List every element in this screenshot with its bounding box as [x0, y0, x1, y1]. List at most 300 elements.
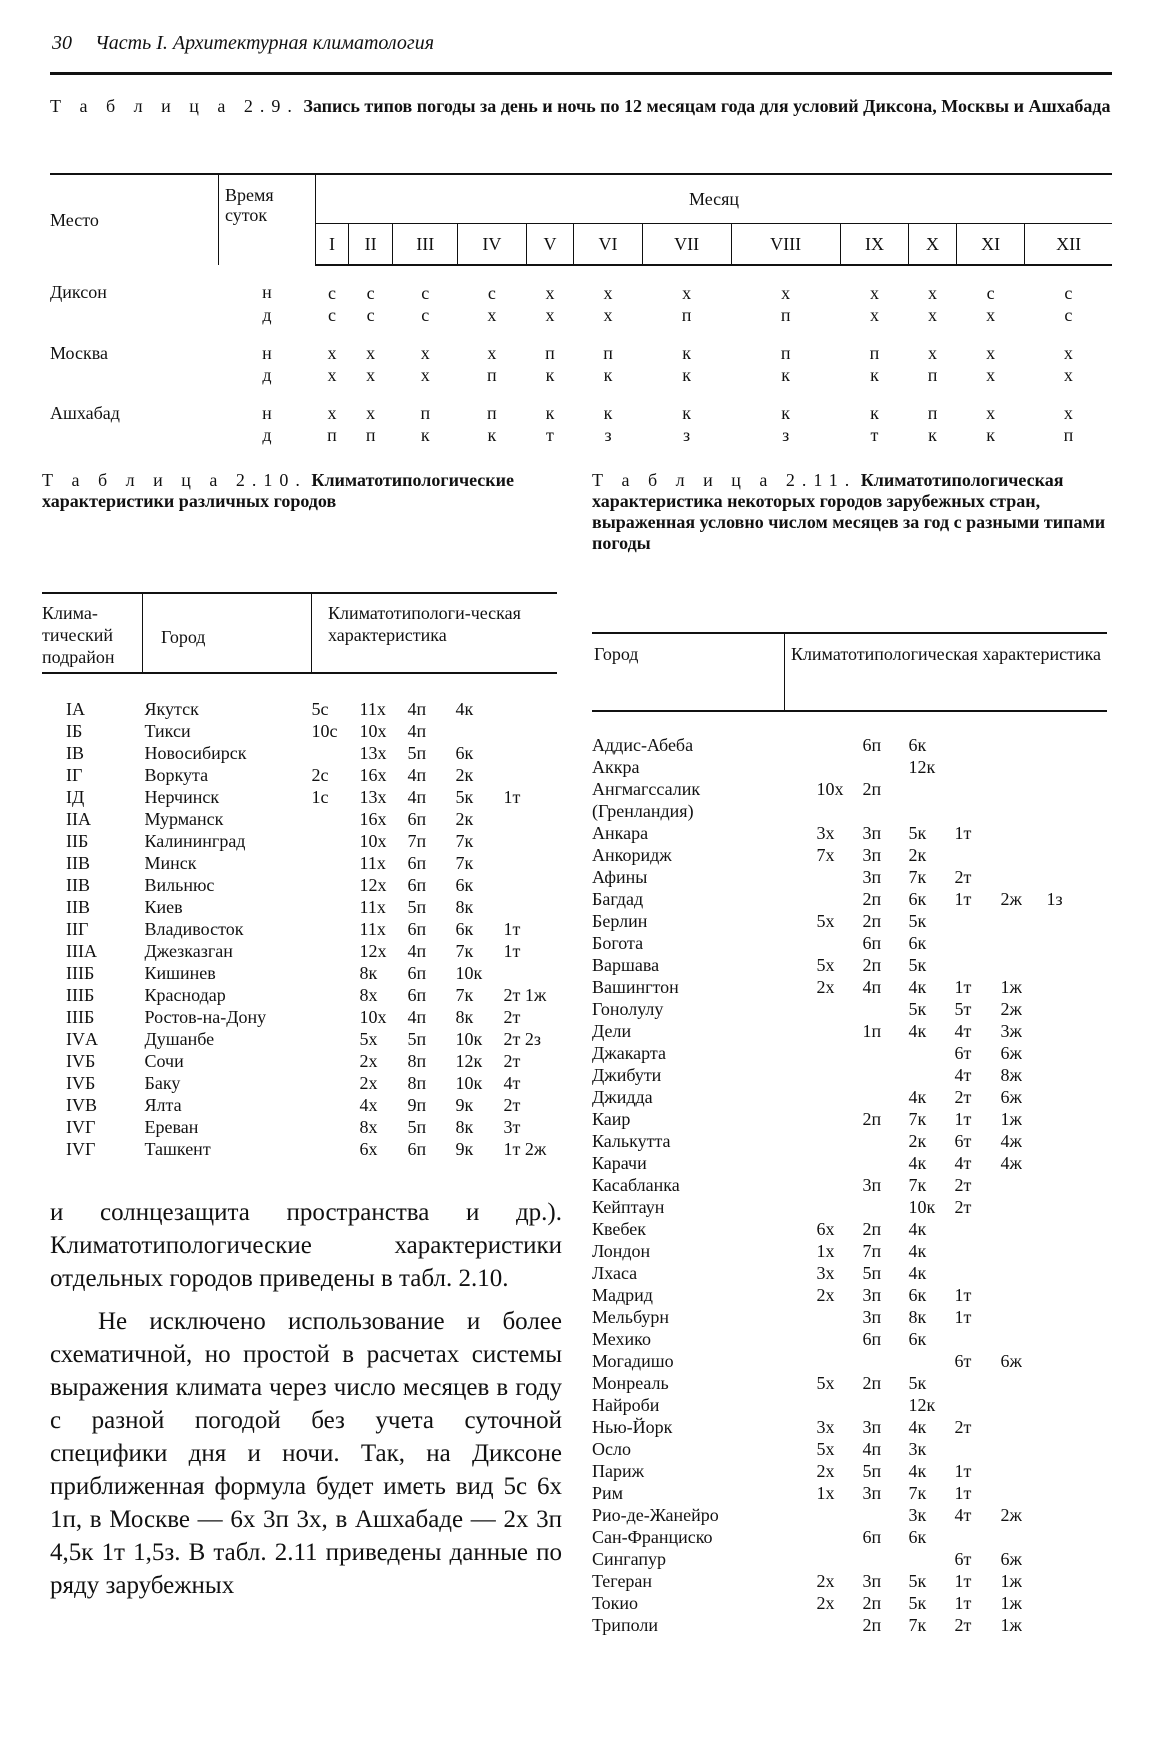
value-cell: 5с: [311, 699, 329, 719]
weather-cell: к: [870, 402, 879, 423]
value-cell: 6к: [908, 933, 927, 953]
value-cell: 6п: [407, 809, 427, 829]
value-cell: 3п: [862, 1285, 882, 1305]
value-cell: 8к: [359, 963, 378, 983]
table-row: [50, 265, 1112, 304]
subregion-cell: IVГ: [66, 1117, 96, 1137]
value-cell: 4ж: [1000, 1131, 1022, 1151]
table-2-9-label: Т а б л и ц а 2.9.: [50, 96, 299, 116]
month-header: X: [909, 224, 957, 265]
value-cell: 2к: [908, 845, 927, 865]
value-cell: 5к: [908, 911, 927, 931]
weather-cell: х: [1063, 342, 1073, 363]
place-cell: Диксон: [50, 282, 107, 302]
city-cell: Триполи: [592, 1615, 658, 1635]
city-cell: Лондон: [592, 1241, 651, 1261]
value-cell: 2т 1ж: [503, 985, 547, 1005]
characteristic-cell: [312, 984, 558, 1006]
weather-cell: х: [986, 342, 996, 363]
city-cell: Краснодар: [144, 985, 226, 1005]
characteristic-cell: [785, 954, 1108, 976]
col-header-characteristic: Климатотипологи-ческая характеристика: [312, 593, 558, 673]
value-cell: 4т: [954, 1153, 972, 1173]
value-cell: 1с: [311, 787, 329, 807]
weather-cell: к: [870, 364, 879, 385]
value-cell: 2п: [862, 889, 882, 909]
weather-cell: х: [928, 304, 938, 325]
weather-cell: п: [869, 342, 880, 363]
value-cell: 7к: [455, 985, 474, 1005]
value-cell: 1т: [954, 1307, 972, 1327]
value-cell: 1т: [954, 823, 972, 843]
city-cell: Афины: [592, 867, 648, 887]
value-cell: 8п: [407, 1073, 427, 1093]
month-header: VIII: [731, 224, 840, 265]
value-cell: 4п: [862, 1439, 882, 1459]
characteristic-cell: [785, 1372, 1108, 1394]
value-cell: 6к: [455, 743, 474, 763]
characteristic-cell: [785, 1526, 1108, 1548]
value-cell: 12к: [908, 757, 936, 777]
value-cell: 2х: [816, 977, 835, 997]
value-cell: 10к: [908, 1197, 936, 1217]
value-cell: 3т: [503, 1117, 521, 1137]
col-header-city: Город: [143, 593, 312, 673]
value-cell: 12к: [908, 1395, 936, 1415]
value-cell: 1т: [954, 1483, 972, 1503]
table-row: [592, 1328, 1107, 1350]
value-cell: 6п: [862, 735, 882, 755]
table-row: [42, 764, 557, 786]
table-2-11-caption: [592, 470, 1110, 554]
characteristic-cell: [312, 1138, 558, 1160]
value-cell: 5п: [407, 897, 427, 917]
value-cell: 5х: [816, 911, 835, 931]
table-row: [592, 1108, 1107, 1130]
value-cell: 11х: [359, 699, 386, 719]
value-cell: 6х: [359, 1139, 378, 1159]
characteristic-cell: [312, 1072, 558, 1094]
value-cell: 3п: [862, 1175, 882, 1195]
table-row: [42, 808, 557, 830]
value-cell: 2т 2з: [503, 1029, 541, 1049]
value-cell: 4к: [455, 699, 474, 719]
month-header: XII: [1025, 224, 1112, 265]
value-cell: 2п: [862, 779, 882, 799]
characteristic-cell: [785, 1350, 1108, 1372]
table-row: [50, 424, 1112, 446]
value-cell: 6п: [862, 1329, 882, 1349]
value-cell: 7к: [908, 1175, 927, 1195]
city-cell: Касабланка: [592, 1175, 680, 1195]
value-cell: 2х: [359, 1073, 378, 1093]
weather-cell: п: [927, 402, 938, 423]
city-cell: Мельбурн: [592, 1307, 670, 1327]
value-cell: 1з: [1046, 889, 1063, 909]
city-cell: Вашингтон: [592, 977, 679, 997]
value-cell: 6ж: [1000, 1351, 1022, 1371]
value-cell: 13х: [359, 743, 387, 763]
weather-cell: к: [487, 424, 497, 445]
value-cell: 5п: [407, 1117, 427, 1137]
subregion-cell: IIВ: [66, 853, 90, 873]
value-cell: 4т: [954, 1065, 972, 1085]
characteristic-cell: [785, 1482, 1108, 1504]
table-row: [592, 1130, 1107, 1152]
value-cell: 4п: [407, 699, 427, 719]
value-cell: 7к: [455, 853, 474, 873]
value-cell: 10к: [455, 1073, 483, 1093]
time-cell: н: [262, 342, 272, 363]
subregion-cell: IIВ: [66, 875, 90, 895]
value-cell: 2к: [455, 809, 474, 829]
city-cell: Карачи: [592, 1153, 647, 1173]
characteristic-cell: [785, 976, 1108, 998]
value-cell: 1п: [862, 1021, 882, 1041]
month-header: V: [526, 224, 574, 265]
table-row: [592, 711, 1107, 756]
value-cell: 4к: [908, 1417, 927, 1437]
characteristic-cell: [785, 1064, 1108, 1086]
table-2-10-caption: [42, 470, 557, 512]
value-cell: 4к: [908, 1241, 927, 1261]
value-cell: 3п: [862, 1417, 882, 1437]
characteristic-cell: [312, 940, 558, 962]
value-cell: 5т: [954, 999, 972, 1019]
value-cell: 2ж: [1000, 999, 1022, 1019]
characteristic-cell: [785, 778, 1108, 800]
characteristic-cell: [785, 1196, 1108, 1218]
weather-cell: п: [545, 342, 555, 363]
value-cell: 10к: [455, 1029, 483, 1049]
table-row: [42, 984, 557, 1006]
value-cell: 6к: [455, 875, 474, 895]
characteristic-cell: [785, 1438, 1108, 1460]
table-row: [592, 1394, 1107, 1416]
weather-cell: к: [603, 402, 613, 423]
characteristic-cell: [312, 1028, 558, 1050]
value-cell: 7к: [455, 831, 474, 851]
value-cell: 2п: [862, 1109, 882, 1129]
weather-cell: х: [603, 304, 613, 325]
weather-cell: х: [986, 364, 996, 385]
characteristic-cell: [785, 1086, 1108, 1108]
month-header: II: [348, 224, 392, 265]
value-cell: 8х: [359, 1117, 378, 1137]
city-cell: Монреаль: [592, 1373, 669, 1393]
city-cell: Каир: [592, 1109, 631, 1129]
city-cell: Сан-Франциско: [592, 1527, 713, 1547]
body-paragraph: и солнцезащита пространства и др.). Климатотипологические характеристики отдельных городов приведены в табл. 2.10.: [50, 1199, 562, 1292]
table-row: [592, 1020, 1107, 1042]
subregion-cell: IВ: [66, 743, 84, 763]
weather-cell: к: [928, 424, 937, 445]
table-row: [42, 1138, 557, 1160]
city-cell: Нью-Йорк: [592, 1417, 673, 1437]
subregion-cell: IIIБ: [66, 985, 95, 1005]
characteristic-cell: [785, 1284, 1108, 1306]
value-cell: 9п: [407, 1095, 427, 1115]
weather-cell: х: [928, 282, 938, 303]
value-cell: 2с: [311, 765, 329, 785]
value-cell: 8ж: [1000, 1065, 1022, 1085]
weather-cell: п: [1063, 424, 1074, 445]
table-row: [50, 386, 1112, 424]
table-row: [42, 720, 557, 742]
city-cell: Джакарта: [592, 1043, 667, 1063]
table-row: [50, 364, 1112, 386]
value-cell: 3п: [862, 845, 882, 865]
value-cell: 2х: [816, 1461, 835, 1481]
value-cell: 9к: [455, 1095, 474, 1115]
city-cell: Тегеран: [592, 1571, 653, 1591]
characteristic-cell: [785, 1020, 1108, 1042]
value-cell: 3п: [862, 1307, 882, 1327]
weather-cell: п: [681, 304, 692, 325]
month-header: XI: [956, 224, 1024, 265]
weather-cell: с: [421, 282, 430, 303]
value-cell: 6п: [407, 853, 427, 873]
value-cell: 6х: [816, 1219, 835, 1239]
characteristic-cell: [785, 1108, 1108, 1130]
table-row: [592, 1284, 1107, 1306]
time-cell: д: [262, 364, 272, 385]
value-cell: 3к: [908, 1505, 927, 1525]
value-cell: 4т: [503, 1073, 521, 1093]
characteristic-cell: [785, 910, 1108, 932]
table-row: [42, 896, 557, 918]
col-header-city: Город: [592, 633, 785, 711]
subregion-cell: IIА: [66, 809, 91, 829]
weather-cell: х: [682, 282, 692, 303]
value-cell: 4п: [407, 721, 427, 741]
city-cell: Калькутта: [592, 1131, 671, 1151]
weather-cell: п: [927, 364, 938, 385]
city-cell: Найроби: [592, 1395, 660, 1415]
value-cell: 4к: [908, 1087, 927, 1107]
table-row: [592, 1086, 1107, 1108]
value-cell: 2п: [862, 955, 882, 975]
table-row: [592, 1548, 1107, 1570]
city-cell: Тикси: [144, 721, 191, 741]
place-cell: Ашхабад: [50, 402, 120, 423]
value-cell: 6т: [954, 1043, 972, 1063]
value-cell: 2т: [954, 1175, 972, 1195]
weather-cell: х: [420, 342, 430, 363]
weather-cell: с: [421, 304, 430, 325]
value-cell: 2п: [862, 1593, 882, 1613]
value-cell: 7х: [816, 845, 835, 865]
table-row: [592, 844, 1107, 866]
city-cell: Сочи: [144, 1051, 184, 1071]
weather-cell: с: [327, 282, 336, 303]
value-cell: 6ж: [1000, 1043, 1022, 1063]
table-row: [50, 326, 1112, 364]
subregion-cell: IVБ: [66, 1051, 96, 1071]
value-cell: 8к: [455, 897, 474, 917]
characteristic-cell: [312, 764, 558, 786]
city-cell: Джибути: [592, 1065, 662, 1085]
subregion-cell: IIIА: [66, 941, 97, 961]
month-header: IX: [840, 224, 908, 265]
value-cell: 1т: [954, 977, 972, 997]
table-row: [50, 304, 1112, 326]
city-cell: Кейптаун: [592, 1197, 665, 1217]
table-2-9-caption: [50, 96, 1112, 117]
value-cell: 1ж: [1000, 1571, 1022, 1591]
weather-cell: п: [487, 364, 497, 385]
city-cell: Калининград: [144, 831, 246, 851]
value-cell: 7к: [908, 1483, 927, 1503]
place-cell: Москва: [50, 342, 108, 363]
value-cell: 6к: [908, 735, 927, 755]
subregion-cell: IVБ: [66, 1073, 96, 1093]
city-cell: Воркута: [144, 765, 209, 785]
city-cell: Багдад: [592, 889, 644, 909]
value-cell: 6п: [407, 919, 427, 939]
weather-cell: х: [545, 304, 555, 325]
characteristic-cell: [312, 1116, 558, 1138]
characteristic-cell: [312, 1006, 558, 1028]
weather-cell: х: [420, 364, 430, 385]
value-cell: 2х: [816, 1571, 835, 1591]
value-cell: 5х: [816, 955, 835, 975]
value-cell: 2т: [503, 1095, 521, 1115]
characteristic-cell: [785, 1042, 1108, 1064]
value-cell: 6т: [954, 1351, 972, 1371]
city-cell: Токио: [592, 1593, 639, 1613]
characteristic-cell: [785, 998, 1108, 1020]
weather-cell: х: [781, 282, 791, 303]
value-cell: 4п: [407, 787, 427, 807]
table-2-10-label: Т а б л и ц а 2.10.: [42, 470, 307, 490]
city-cell: Лхаса: [592, 1263, 638, 1283]
subregion-cell: IА: [66, 699, 85, 719]
value-cell: 10х: [359, 831, 387, 851]
table-row: [592, 1372, 1107, 1394]
value-cell: 6п: [862, 1527, 882, 1547]
value-cell: 6ж: [1000, 1549, 1022, 1569]
value-cell: 5к: [908, 1373, 927, 1393]
table-row: [592, 1570, 1107, 1592]
characteristic-cell: [312, 896, 558, 918]
value-cell: 10х: [816, 779, 844, 799]
city-cell: Нерчинск: [144, 787, 220, 807]
subregion-cell: IГ: [66, 765, 83, 785]
value-cell: 6п: [407, 1139, 427, 1159]
subregion-cell: IIIБ: [66, 963, 95, 983]
city-cell: Баку: [144, 1073, 181, 1093]
col-header-place: Место: [50, 174, 219, 265]
value-cell: 5к: [455, 787, 474, 807]
table-row: [592, 1416, 1107, 1438]
value-cell: 6к: [908, 889, 927, 909]
weather-cell: к: [420, 424, 430, 445]
city-cell: Анкара: [592, 823, 649, 843]
subregion-cell: IVА: [66, 1029, 98, 1049]
value-cell: 5п: [407, 1029, 427, 1049]
weather-cell: х: [366, 364, 376, 385]
table-row: [592, 1350, 1107, 1372]
city-cell: Мурманск: [144, 809, 224, 829]
value-cell: 6п: [407, 985, 427, 1005]
value-cell: 1т: [954, 1593, 972, 1613]
time-cell: д: [262, 424, 272, 445]
table-row: [592, 1240, 1107, 1262]
table-row: [592, 976, 1107, 998]
characteristic-cell: [785, 1174, 1108, 1196]
weather-cell: х: [327, 402, 337, 423]
value-cell: 4п: [407, 1007, 427, 1027]
characteristic-cell: [785, 1262, 1108, 1284]
table-row: [42, 874, 557, 896]
characteristic-cell: [785, 1328, 1108, 1350]
value-cell: 4т: [954, 1021, 972, 1041]
month-header: VI: [574, 224, 642, 265]
weather-cell: п: [603, 342, 613, 363]
value-cell: 4ж: [1000, 1153, 1022, 1173]
value-cell: 1т: [503, 919, 521, 939]
city-cell: Ялта: [144, 1095, 182, 1115]
characteristic-cell: [312, 742, 558, 764]
subregion-cell: IIБ: [66, 831, 89, 851]
city-cell: Минск: [144, 853, 197, 873]
time-cell: н: [262, 282, 272, 302]
weather-cell: п: [487, 402, 497, 423]
value-cell: 11х: [359, 919, 386, 939]
value-cell: 10х: [359, 1007, 387, 1027]
value-cell: 3п: [862, 823, 882, 843]
table-2-9-title: Запись типов погоды за день и ночь по 12 месяцам года для условий Диксона, Москвы и Ашхабада: [303, 96, 1111, 116]
place-cell: [50, 424, 219, 446]
characteristic-cell: [785, 866, 1108, 888]
weather-cell: к: [545, 402, 555, 423]
table-row: [592, 822, 1107, 844]
value-cell: 5к: [908, 1571, 927, 1591]
table-row: [592, 954, 1107, 976]
city-cell: Ташкент: [144, 1139, 211, 1159]
table-row: [592, 866, 1107, 888]
value-cell: 8к: [455, 1117, 474, 1137]
value-cell: 1т: [503, 787, 521, 807]
body-paragraph: Не исключено использование и более схематичной, но простой в расчетах системы выражения климата через число месяцев в году с разной погодой без учета суточной специфики дня и ночи. Так, на Диксоне приближенная формула будет иметь вид 5с 6х 1п, в Москве — 6х 3п 3х, в Ашхабаде — 2х 3п 4,5к 1т 1,5з. В табл. 2.11 приведены данные по ряду зарубежных: [50, 1308, 562, 1599]
value-cell: 2т: [503, 1051, 521, 1071]
value-cell: 16х: [359, 809, 387, 829]
characteristic-cell: [312, 962, 558, 984]
city-cell: Рио-де-Жанейро: [592, 1505, 719, 1525]
value-cell: 2т: [954, 867, 972, 887]
table-row: [592, 1526, 1107, 1548]
city-cell: Киев: [144, 897, 183, 917]
table-row: [42, 786, 557, 808]
weather-cell: х: [928, 342, 938, 363]
characteristic-cell: [312, 830, 558, 852]
weather-cell: х: [366, 342, 376, 363]
value-cell: 5х: [359, 1029, 378, 1049]
value-cell: 1х: [816, 1241, 835, 1261]
weather-cell: х: [1063, 364, 1073, 385]
value-cell: 7к: [455, 941, 474, 961]
table-row: [592, 1482, 1107, 1504]
weather-cell: п: [780, 304, 791, 325]
table-row: [592, 1460, 1107, 1482]
value-cell: 8к: [908, 1307, 927, 1327]
value-cell: 5п: [862, 1461, 882, 1481]
value-cell: 2к: [455, 765, 474, 785]
table-row: [42, 1050, 557, 1072]
table-row: [592, 932, 1107, 954]
value-cell: 4т: [954, 1505, 972, 1525]
